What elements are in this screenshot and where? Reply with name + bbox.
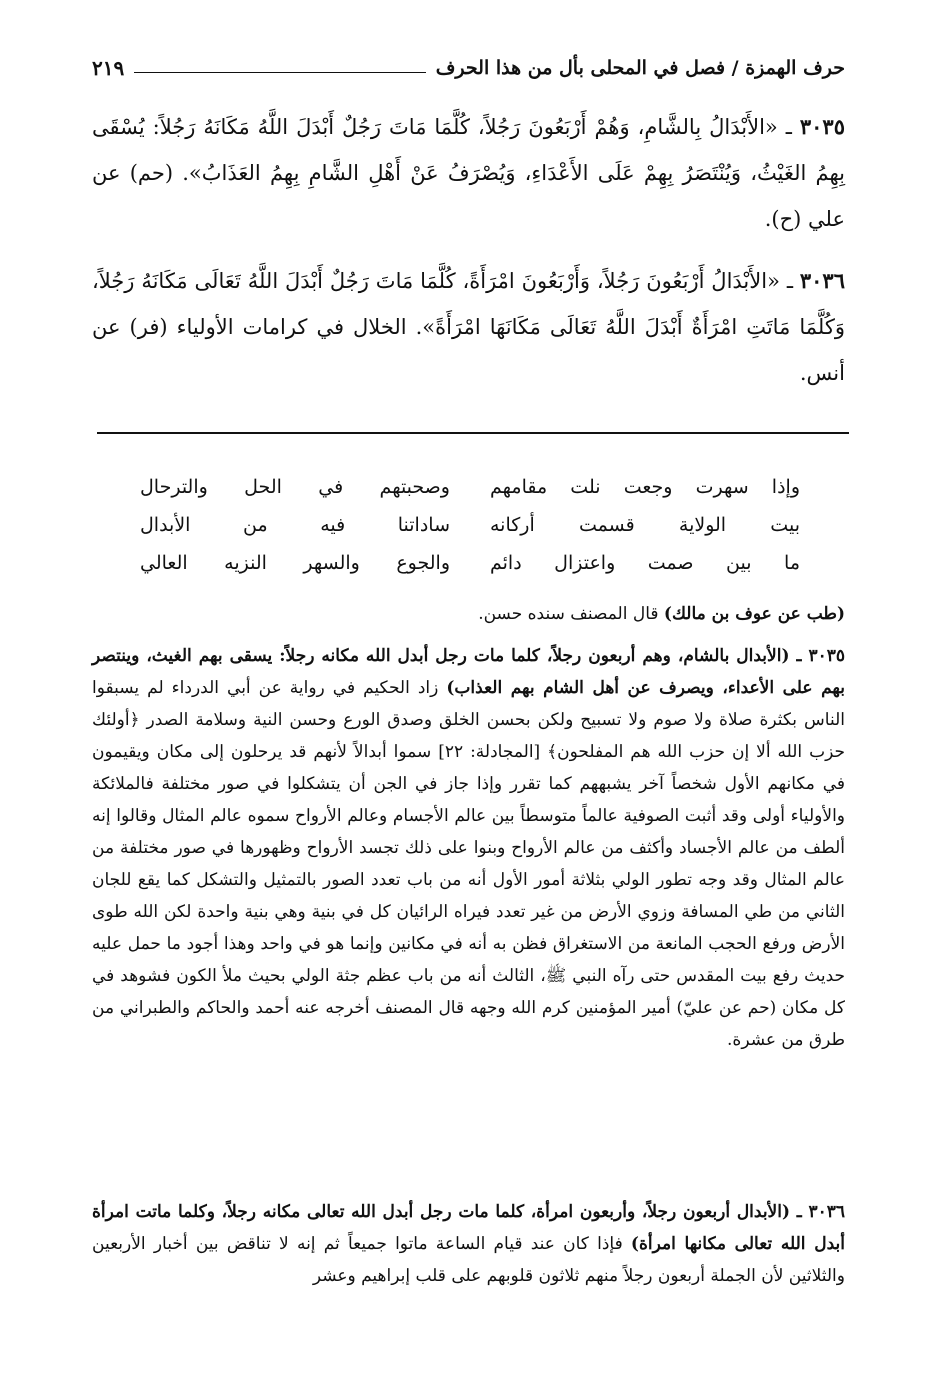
commentary-text: قال المصنف سنده حسن. <box>478 604 664 624</box>
verse-first-hemistich: بيت الولاية قسمت أركانه <box>490 514 800 536</box>
hadith-text: «الأَبْدَالُ بِالشَّامِ، وَهُمْ أَرْبَعُونَ رَجُلاً، كُلَّمَا مَاتَ رَجُلٌ أَبْدَلَ اللَّهُ مَكَانَهُ رَجُلاً: يُسْقَى بِهِمُ الغَيْثُ، وَيُنْتَصَرُ بِهِمْ عَلَى الأَعْدَاءِ، وَيُصْرَفُ عَنْ أَهْلِ الشَّامِ بِهِمُ العَذَابُ». (حم) عن علي (ح). <box>92 115 845 231</box>
header-title: حرف الهمزة / فصل في المحلى بأل من هذا الحرف <box>435 57 845 79</box>
commentary-lead: ٣٠٣٥ ـ (الأبدال بالشام، وهم أربعون رجلاً، كلما مات رجل أبدل الله مكانه رجلاً: يسقى بهم الغيث، وينتصر بهم على الأعداء، ويصرف عن أهل الشام بهم العذاب) <box>92 646 845 698</box>
hadith-text: «الأَبْدَالُ أَرْبَعُونَ رَجُلاً، وَأَرْبَعُونَ امْرَأَةً، كُلَّمَا مَاتَ رَجُلٌ أَبْدَلَ اللَّهُ تَعَالَى مَكَانَهُ رَجُلاً، وَكُلَّمَا مَاتَتِ امْرَأَةٌ أَبْدَلَ اللَّهُ تَعَالَى مَكَانَهَا امْرَأَةً». الخلال في كرامات الأولياء (فر) عن أنس. <box>92 269 845 385</box>
hadith-number: ٣٠٣٦ <box>799 268 845 293</box>
hadith-number: ٣٠٣٥ <box>799 114 845 139</box>
commentary-lead: ٣٠٣٦ ـ (الأبدال أربعون رجلاً، وأربعون امرأة، كلما مات رجل أبدل الله تعالى مكانه رجلاً، وكلما ماتت امرأة أبدل الله تعالى مكانها امرأة) <box>92 1202 845 1254</box>
hadith-3036: ٣٠٣٦ ـ «الأَبْدَالُ أَرْبَعُونَ رَجُلاً، وَأَرْبَعُونَ امْرَأَةً، كُلَّمَا مَاتَ رَجُلٌ أَبْدَلَ اللَّهُ تَعَالَى مَكَانَهُ رَجُلاً، وَكُلَّمَا مَاتَتِ امْرَأَةٌ أَبْدَلَ اللَّهُ تَعَالَى مَكَانَهَا امْرَأَةً». الخلال في كرامات الأولياء (فر) عن أنس. <box>92 268 845 385</box>
poem-verse <box>140 506 800 544</box>
poem-verse <box>140 468 800 506</box>
commentary-attribution <box>92 598 845 630</box>
verse-second-hemistich: وصحبتهم في الحل والترحال <box>140 476 450 498</box>
commentary-lead: (طب عن عوف بن مالك) <box>663 604 845 624</box>
verse-second-hemistich: ساداتنا فيه من الأبدال <box>140 514 450 536</box>
verse-first-hemistich: وإذا سهرت وجعت نلت مقامهم <box>490 476 800 498</box>
commentary-text: فإذا كان عند قيام الساعة ماتوا جميعاً ثم إنه لا تناقض بين أخبار الأربعين والثلاثين لأن الجملة أربعون رجلاً منهم ثلاثون قلوبهم على قلب إبراهيم وعشر <box>92 1234 845 1286</box>
commentary-3036 <box>92 1196 845 1292</box>
header-rule <box>134 72 426 73</box>
commentary-3035 <box>92 640 845 1056</box>
hadith-3035: ٣٠٣٥ ـ «الأَبْدَالُ بِالشَّامِ، وَهُمْ أَرْبَعُونَ رَجُلاً، كُلَّمَا مَاتَ رَجُلٌ أَبْدَلَ اللَّهُ مَكَانَهُ رَجُلاً: يُسْقَى بِهِمُ الغَيْثُ، وَيُنْتَصَرُ بِهِمْ عَلَى الأَعْدَاءِ، وَيُصْرَفُ عَنْ أَهْلِ الشَّامِ بِهِمُ العَذَابُ». (حم) عن علي (ح). <box>92 114 845 231</box>
page-number: ٢١٩ <box>92 56 125 80</box>
poem-verse <box>140 544 800 582</box>
verse-second-hemistich: والجوع والسهر النزيه العالي <box>140 552 450 574</box>
commentary-text: زاد الحكيم في رواية عن أبي الدرداء لم يسبقوا الناس بكثرة صلاة ولا صوم ولا تسبيح ولكن بحسن الخلق وصدق الورع وحسن النية وسلامة الصدر ﴿أولئك حزب الله ألا إن حزب الله هم المفلحون﴾ [المجادلة: ٢٢] سموا أبدالاً لأنهم قد يرحلون إلى مكان ويقيمون في مكانهم الأول شخصاً آخر يشبههم كما تقرر وإذا جاز في الجن أن يتشكلوا في صور مختلفة فالملائكة والأولياء أولى وقد أثبت الصوفية عالماً متوسطاً بين عالم الأجسام وعالم الأرواح سموه عالم المثال وقالوا إنه ألطف من عالم الأجساد وأكثف من عالم الأرواح وبنوا على ذلك تجسد الأرواح وظهورها في صور مختلفة من عالم المثال وقد وجه تطور الولي بثلاثة أمور الأول أنه من باب تعدد الصور بالتمثيل والتشكل كما يقع للجان الثاني من طي المسافة وزوي الأرض من غير تعدد فيراه الرائيان كل في بنية وهي بنية واحدة لكن الله طوى الأرض ورفع الحجب المانعة من الاستغراق فظن به أنه في مكانين وإنما هو في واحد وهذا أجود ما حمل عليه حديث رفع بيت المقدس حتى رآه النبي ﷺ، الثالث أنه من باب عظم جثة الولي بحيث ملأ الكون فشوهد في كل مكان (حم عن عليّ) أمير المؤمنين كرم الله وجهه قال المصنف أخرجه عنه أحمد والحاكم والطبراني من طرق من عشرة. <box>92 678 846 1050</box>
footnote-divider <box>97 432 849 434</box>
poem <box>140 468 800 582</box>
running-header <box>92 48 845 88</box>
verse-first-hemistich: ما بين صمت واعتزال دائم <box>490 552 800 574</box>
